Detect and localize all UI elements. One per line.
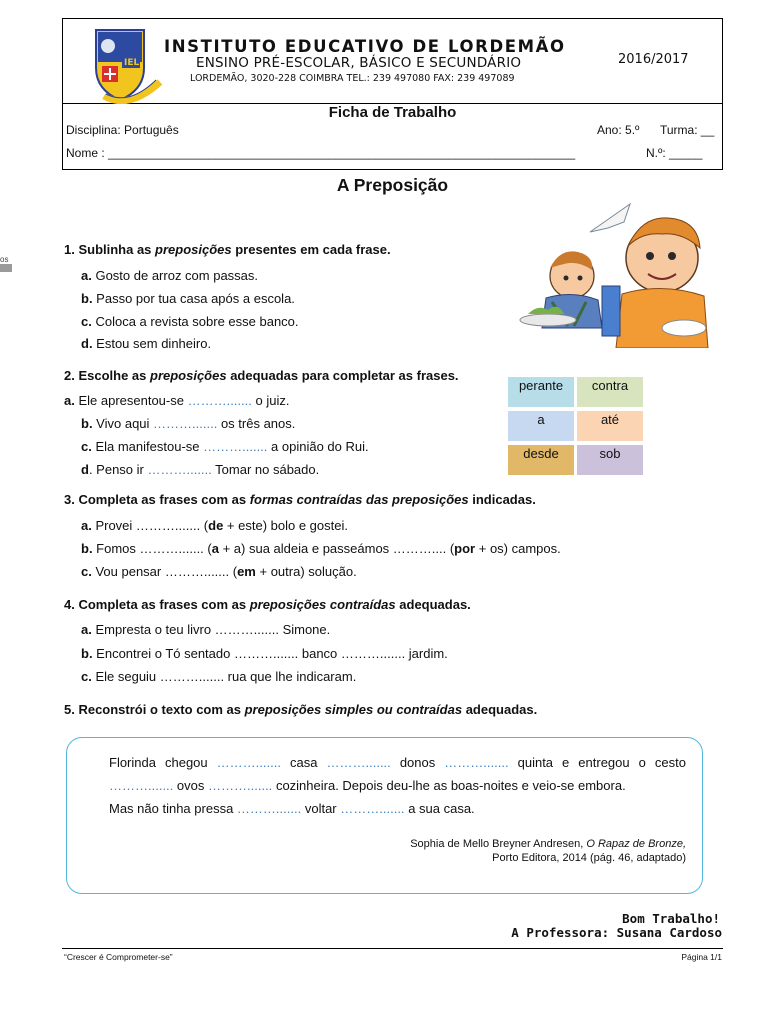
q4-item-a: a. Empresta o teu livro ………....... Simone. — [81, 622, 331, 637]
word-bank-sob: sob — [577, 445, 643, 475]
q4-item-b: b. Encontrei o Tó sentado ………....... banco ………....... jardim. — [81, 646, 448, 661]
q3-item-c: c. Vou pensar ………....... (em + outra) solução. — [81, 564, 357, 579]
word-bank-a: a — [508, 411, 574, 441]
q1-item-b: b. Passo por tua casa após a escola. — [81, 291, 295, 306]
name-field[interactable]: Nome : ______________________________________________________________________ — [66, 146, 576, 160]
q2-heading: 2. Escolhe as preposições adequadas para completar as frases. — [64, 368, 459, 383]
class-field[interactable]: Turma: __ — [660, 123, 715, 137]
q2-item-d: d. Penso ir ………....... Tomar no sábado. — [81, 462, 320, 477]
passage-line-3: Mas não tinha pressa ………....... voltar ………....... a sua casa. — [109, 801, 475, 816]
word-bank-perante: perante — [508, 377, 574, 407]
word-bank-desde: desde — [508, 445, 574, 475]
school-address: LORDEMÃO, 3020-228 COIMBRA TEL.: 239 497080 FAX: 239 497089 — [190, 73, 515, 84]
q5-heading: 5. Reconstrói o texto com as preposições simples ou contraídas adequadas. — [64, 702, 538, 717]
side-fragment-bar — [0, 264, 12, 272]
school-logo — [84, 24, 164, 104]
q3-item-b: b. Fomos ………....... (a + a) sua aldeia e passeámos ……….... (por + os) campos. — [81, 541, 561, 556]
school-levels: ENSINO PRÉ-ESCOLAR, BÁSICO E SECUNDÁRIO — [196, 55, 522, 71]
page-number: Página 1/1 — [681, 952, 722, 962]
q1-item-a: a. Gosto de arroz com passas. — [81, 268, 259, 283]
q1-item-d: d. Estou sem dinheiro. — [81, 336, 212, 351]
word-bank-contra: contra — [577, 377, 643, 407]
q2-item-a: a. Ele apresentou-se ………....... o juiz. — [64, 393, 290, 408]
q2-item-b: b. Vivo aqui ………....... os três anos. — [81, 416, 296, 431]
citation-publisher: Porto Editora, 2014 (pág. 46, adaptado) — [492, 852, 686, 864]
school-year: 2016/2017 — [618, 52, 689, 67]
citation-author: Sophia de Mello Breyner Andresen, O Rapaz de Bronze, — [410, 838, 686, 850]
q4-heading: 4. Completa as frases com as preposições contraídas adequadas. — [64, 597, 471, 612]
q3-heading: 3. Completa as frases com as formas contraídas das preposições indicadas. — [64, 492, 536, 507]
worksheet-title: Ficha de Trabalho — [328, 104, 457, 121]
number-field[interactable]: N.º: _____ — [646, 146, 703, 160]
q1-heading: 1. Sublinha as preposições presentes em cada frase. — [64, 242, 391, 257]
children-illustration — [512, 198, 712, 348]
side-fragment: os — [0, 255, 9, 264]
page-title: A Preposição — [336, 175, 449, 195]
footer-motto: “Crescer é Comprometer-se” — [64, 952, 173, 962]
q2-item-c: c. Ela manifestou-se ………....... a opinião do Rui. — [81, 439, 369, 454]
q1-item-c: c. Coloca a revista sobre esse banco. — [81, 314, 299, 329]
teacher-signature: A Professora: Susana Cardoso — [511, 925, 722, 940]
discipline: Disciplina: Português — [66, 123, 179, 137]
word-bank-ate: até — [577, 411, 643, 441]
passage-line-2: ………....... ovos ………....... cozinheira. Depois deu-lhe as boas-noites e veio-se embora. — [109, 778, 626, 793]
closing-greeting: Bom Trabalho! — [622, 911, 720, 926]
q4-item-c: c. Ele seguiu ………....... rua que lhe indicaram. — [81, 669, 357, 684]
logo-text: IEL — [124, 58, 140, 68]
grade: Ano: 5.º — [597, 123, 640, 137]
footer-divider — [62, 948, 723, 949]
institute-name: INSTITUTO EDUCATIVO DE LORDEMÃO — [164, 37, 566, 56]
passage-line-1: Florinda chegou ………....... casa ………....... donos ………....... quinta e entregou o cesto — [109, 755, 686, 770]
q3-item-a: a. Provei ………....... (de + este) bolo e gostei. — [81, 518, 348, 533]
